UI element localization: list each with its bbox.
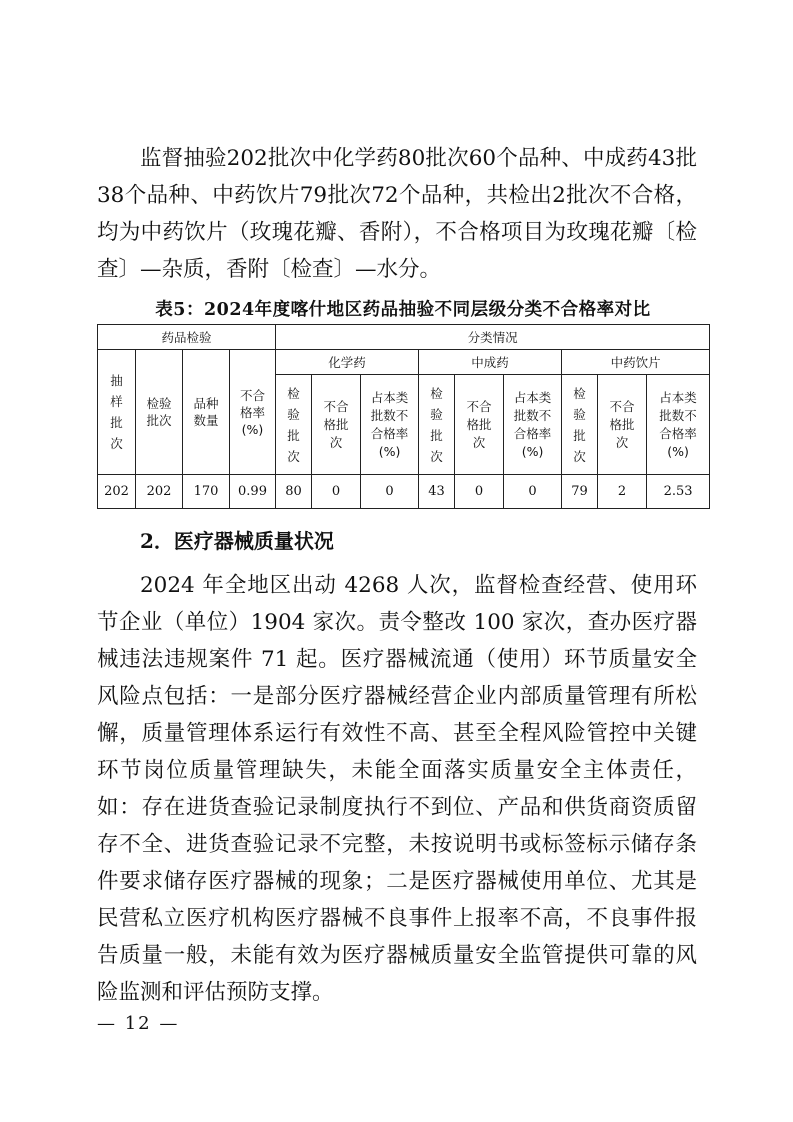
paragraph-drug-sampling: 监督抽验202批次中化学药80批次60个品种、中成药43批38个品种、中药饮片79批次72个品种，共检出2批次不合格，均为中药饮片（玫瑰花瓣、香附），不合格项目为玫瑰花瓣〔检查〕—杂质，香附〔检查〕—水分。 [97,146,697,282]
header-chemical-share: 占本类批数不合格率(%) [361,375,419,475]
cell-proprietary-test: 43 [419,475,455,509]
paragraph-medical-devices: 2024 年全地区出动 4268 人次，监督检查经营、使用环节企业（单位）1904 家次。责令整改 100 家次，查办医疗器械违法违规案件 71 起。医疗器械流通（使用）环节质量安全风险点包括：一是部分医疗器械经营企业内部质量管理有所松懈，质量管理体系运行有效性不高、甚至全程风险管控中关键环节岗位质量管理缺失，未能全面落实质量安全主体责任，如：存在进货查验记录制度执行不到位、产品和供货商资质留存不全、进货查验记录不完整，未按说明书或标签标示储存条件要求储存医疗器械的现象；二是医疗器械使用单位、尤其是民营私立医疗机构医疗器械不良事件上报率不高，不良事件报告质量一般，未能有效为医疗器械质量安全监管提供可靠的风险监测和评估预防支撑。 [97,573,697,1005]
header-decoction-test: 检验批次 [562,375,598,475]
header-decoction-share: 占本类批数不合格率(%) [647,375,710,475]
table-caption: 表5：2024年度喀什地区药品抽验不同层级分类不合格率对比 [155,300,651,320]
header-decoction-fail: 不合格批次 [598,375,647,475]
cell-sample-batches: 202 [98,475,136,509]
cell-chemical-test: 80 [276,475,312,509]
cell-chemical-share: 0 [361,475,419,509]
cell-decoction-test: 79 [562,475,598,509]
header-variety-count: 品种数量 [183,350,230,475]
header-fail-rate: 不合格率(%) [230,350,276,475]
cell-fail-rate: 0.99 [230,475,276,509]
group-header-drug-test: 药品检验 [98,325,276,350]
category-proprietary: 中成药 [419,350,562,375]
cell-decoction-share: 2.53 [647,475,710,509]
category-decoction: 中药饮片 [562,350,710,375]
header-test-batches: 检验批次 [136,350,183,475]
group-header-classification: 分类情况 [276,325,710,350]
header-sample-batches: 抽样批次 [98,350,136,475]
cell-test-batches: 202 [136,475,183,509]
cell-proprietary-fail: 0 [455,475,504,509]
page-number: — 12 — [97,1013,180,1034]
cell-proprietary-share: 0 [504,475,562,509]
cell-chemical-fail: 0 [312,475,361,509]
table-row [98,475,710,509]
header-proprietary-test: 检验批次 [419,375,455,475]
header-proprietary-fail: 不合格批次 [455,375,504,475]
cell-decoction-fail: 2 [598,475,647,509]
cell-variety-count: 170 [183,475,230,509]
header-chemical-fail: 不合格批次 [312,375,361,475]
header-proprietary-share: 占本类批数不合格率(%) [504,375,562,475]
category-chemical: 化学药 [276,350,419,375]
header-chemical-test: 检验批次 [276,375,312,475]
section-heading-medical-devices: 2．医疗器械质量状况 [140,529,334,553]
comparison-table [97,324,710,509]
